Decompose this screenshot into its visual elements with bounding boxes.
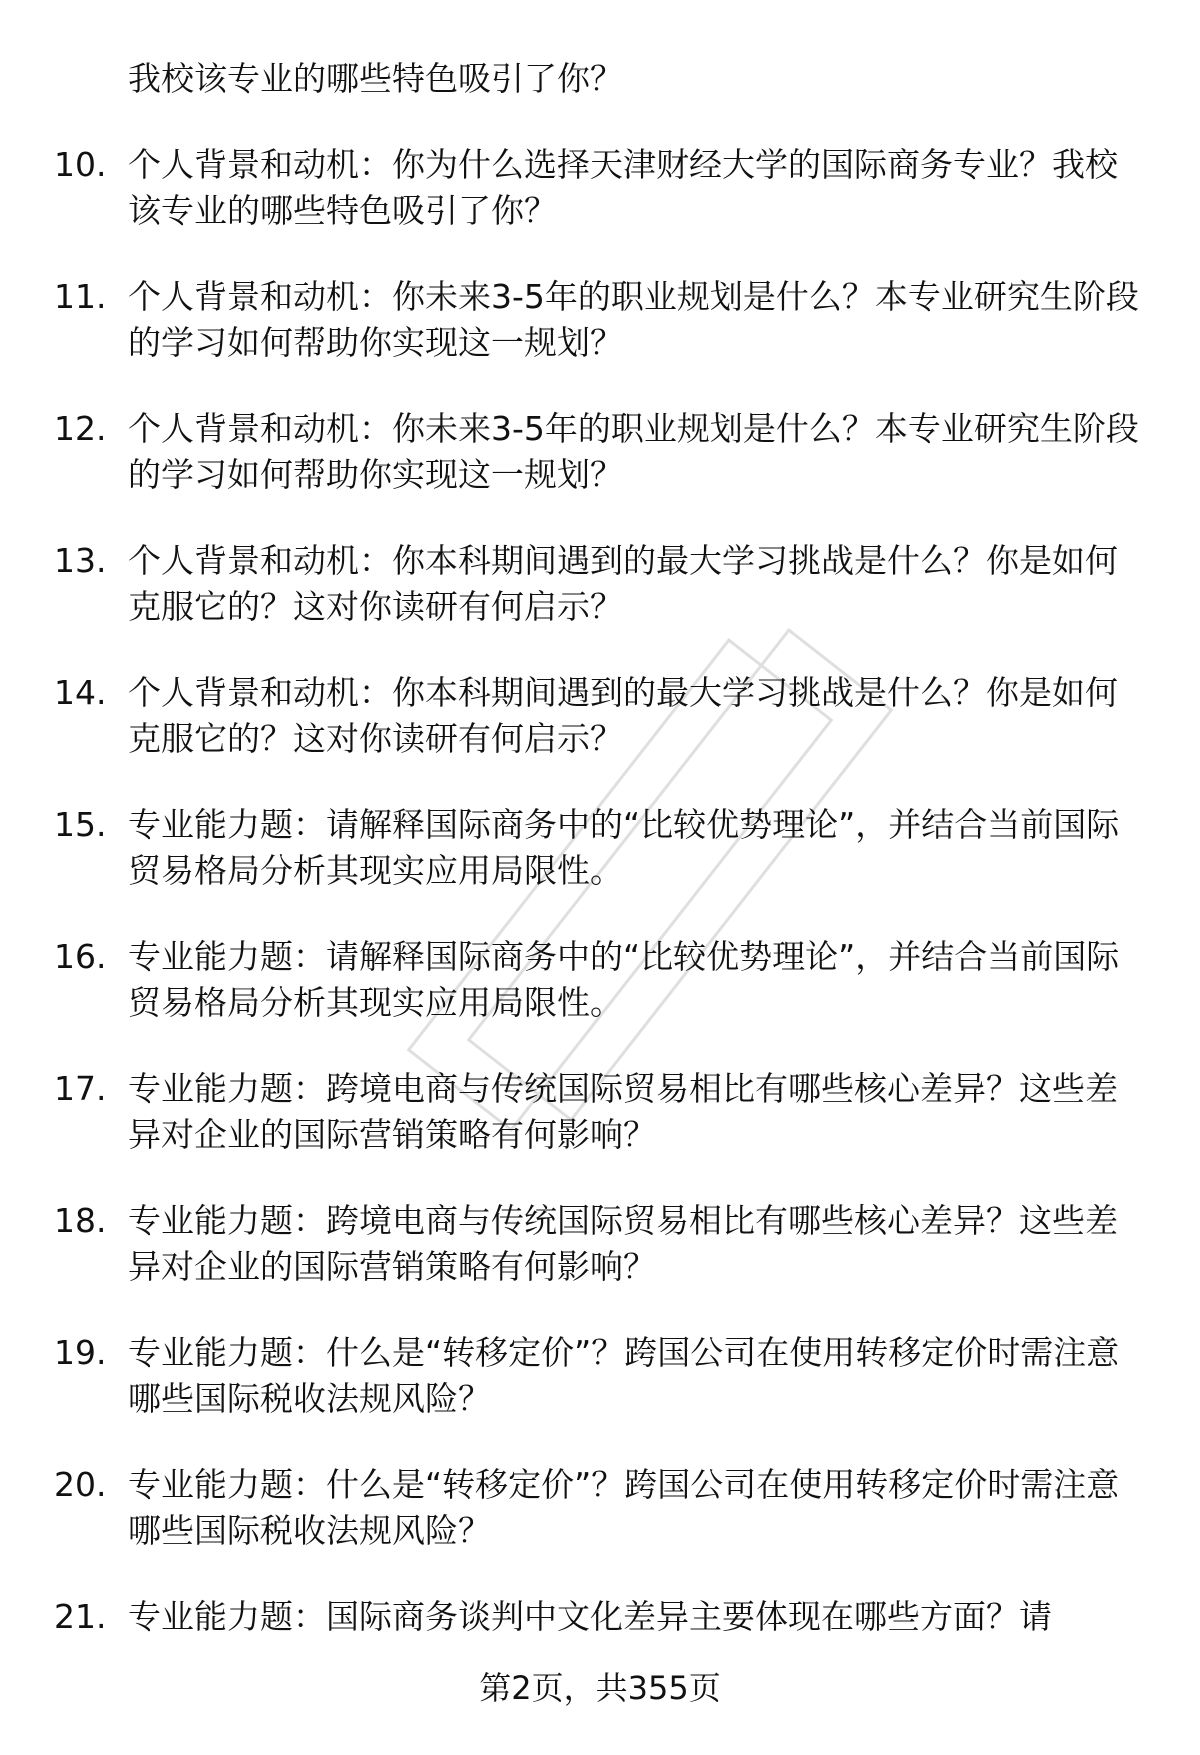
item-text: 个人背景和动机：你本科期间遇到的最大学习挑战是什么？你是如何克服它的？这对你读研有何启示？ — [128, 541, 1118, 626]
list-item — [0, 1198, 1143, 1290]
item-number: 12. — [54, 409, 107, 448]
item-text: 个人背景和动机：你为什么选择天津财经大学的国际商务专业？我校该专业的哪些特色吸引了你？ — [128, 145, 1118, 230]
list-item — [0, 1594, 1143, 1640]
list-item — [0, 406, 1143, 498]
list-item — [0, 1330, 1143, 1422]
item-number: 18. — [54, 1201, 107, 1240]
item-number: 13. — [54, 541, 107, 580]
page-number: 第2页，共355页 — [479, 1669, 721, 1707]
item-number: 14. — [54, 673, 107, 712]
item-text: 专业能力题：国际商务谈判中文化差异主要体现在哪些方面？请 — [128, 1597, 1052, 1636]
item-number: 10. — [54, 145, 107, 184]
item-number: 21. — [54, 1597, 107, 1636]
list-item — [0, 802, 1143, 894]
item-text: 专业能力题：什么是“转移定价”？跨国公司在使用转移定价时需注意哪些国际税收法规风险？ — [128, 1333, 1120, 1418]
question-list — [0, 56, 1200, 1640]
list-item — [0, 934, 1143, 1026]
list-item — [0, 142, 1143, 234]
item-text: 我校该专业的哪些特色吸引了你？ — [128, 59, 623, 98]
item-text: 个人背景和动机：你未来3-5年的职业规划是什么？本专业研究生阶段的学习如何帮助你实现这一规划？ — [128, 277, 1139, 362]
item-number: 11. — [54, 277, 107, 316]
item-number: 17. — [54, 1069, 107, 1108]
item-text: 个人背景和动机：你未来3-5年的职业规划是什么？本专业研究生阶段的学习如何帮助你实现这一规划？ — [128, 409, 1139, 494]
item-text: 专业能力题：跨境电商与传统国际贸易相比有哪些核心差异？这些差异对企业的国际营销策略有何影响？ — [128, 1201, 1118, 1286]
item-number: 16. — [54, 937, 107, 976]
list-item — [0, 274, 1143, 366]
item-text: 专业能力题：什么是“转移定价”？跨国公司在使用转移定价时需注意哪些国际税收法规风险？ — [128, 1465, 1120, 1550]
list-item — [0, 1066, 1143, 1158]
item-number: 20. — [54, 1465, 107, 1504]
list-item — [0, 538, 1143, 630]
item-number: 19. — [54, 1333, 107, 1372]
list-item — [0, 56, 1143, 102]
list-item — [0, 1462, 1143, 1554]
item-text: 专业能力题：请解释国际商务中的“比较优势理论”，并结合当前国际贸易格局分析其现实应用局限性。 — [128, 805, 1120, 890]
list-item — [0, 670, 1143, 762]
item-number: 15. — [54, 805, 107, 844]
item-text: 个人背景和动机：你本科期间遇到的最大学习挑战是什么？你是如何克服它的？这对你读研有何启示？ — [128, 673, 1118, 758]
item-text: 专业能力题：请解释国际商务中的“比较优势理论”，并结合当前国际贸易格局分析其现实应用局限性。 — [128, 937, 1120, 1022]
item-text: 专业能力题：跨境电商与传统国际贸易相比有哪些核心差异？这些差异对企业的国际营销策略有何影响？ — [128, 1069, 1118, 1154]
